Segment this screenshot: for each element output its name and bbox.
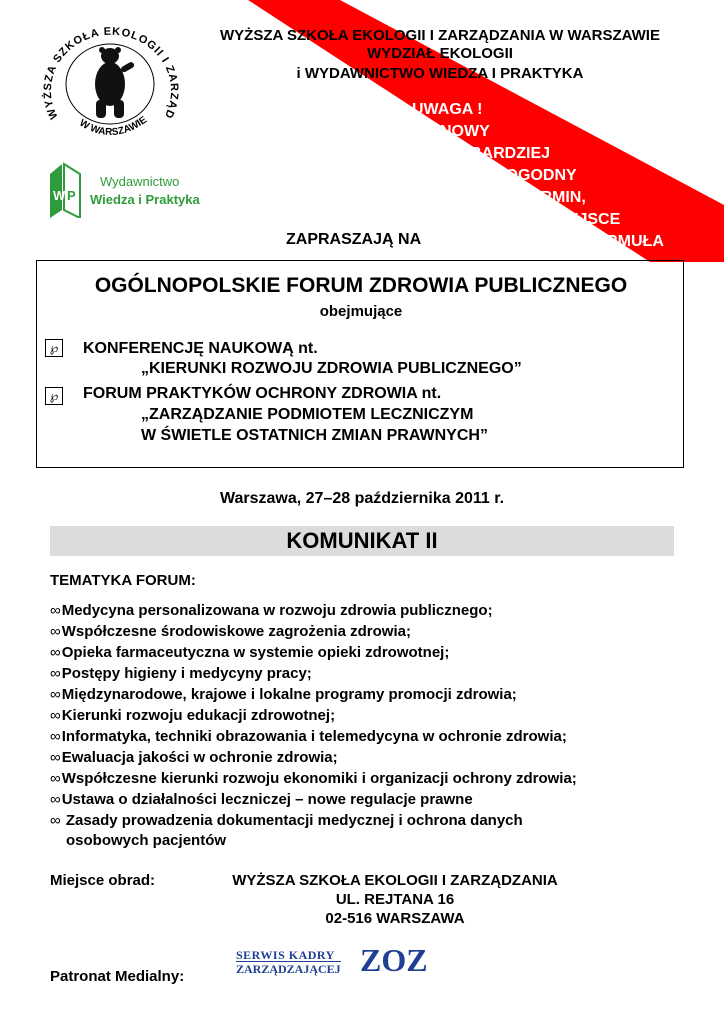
seal-ring-text: WYŻSZA SZKOŁA EKOLOGII I ZARZĄD — [41, 25, 181, 121]
forum-item1-line2: „KIERUNKI ROZWOJU ZDROWIA PUBLICZNEGO” — [141, 360, 522, 377]
header-school-line: WYŻSZA SZKOŁA EKOLOGII I ZARZĄDZANIA W WARSZAWIE — [220, 27, 660, 44]
komunikat-banner: KOMUNIKAT II — [50, 526, 674, 556]
notice-line-2: NOWY — [440, 123, 490, 140]
infinity-bullet-icon: ∞ — [50, 686, 61, 703]
header-faculty-line: WYDZIAŁ EKOLOGII — [367, 45, 513, 62]
notice-line-7: I FORMUŁA — [575, 233, 664, 250]
media-logo-line2: ZARZĄDZAJĄCEJ — [236, 962, 341, 976]
infinity-bullet-icon: ∞ — [50, 665, 61, 682]
infinity-bullet-icon: ∞ — [50, 749, 61, 766]
infinity-bullet-icon: ∞ — [50, 602, 61, 619]
notice-line-4: DOGODNY — [494, 167, 577, 184]
media-patron-logo — [236, 942, 446, 982]
topic-item-last: ∞ Zasady prowadzenia dokumentacji medycznej i ochrona danych — [50, 812, 523, 829]
venue-label: Miejsce obrad: — [50, 872, 156, 889]
publisher-book-icon — [48, 160, 82, 218]
svg-text:W WARSZAWIE — [77, 114, 149, 138]
bear-icon — [95, 47, 135, 118]
media-logo-zoz: ZOZ — [360, 942, 428, 978]
topics-heading: TEMATYKA FORUM: — [50, 572, 196, 589]
topic-item: ∞Postępy higieny i medycyny pracy; — [50, 665, 312, 682]
infinity-bullet-icon: ∞ — [50, 707, 61, 724]
notice-line-3: BARDZIEJ — [470, 145, 551, 162]
infinity-bullet-icon: ∞ — [50, 728, 61, 745]
infinity-bullet-icon: ∞ — [50, 791, 61, 808]
venue-name: WYŻSZA SZKOŁA EKOLOGII I ZARZĄDZANIA — [232, 872, 558, 889]
invite-text: ZAPRASZAJĄ NA — [286, 231, 422, 248]
publisher-logo-line1: Wydawnictwo — [100, 174, 180, 189]
topic-item: ∞Opieka farmaceutyczna w systemie opieki zdrowotnej; — [50, 644, 450, 661]
infinity-bullet-icon: ∞ — [50, 623, 61, 640]
topic-item-last-continued: osobowych pacjentów — [66, 832, 227, 849]
infinity-bullet-icon: ∞ — [50, 812, 65, 829]
bullet-flourish-icon: ℘ — [45, 339, 63, 357]
forum-title: OGÓLNOPOLSKIE FORUM ZDROWIA PUBLICZNEGO — [94, 274, 628, 297]
topic-item: ∞Międzynarodowe, krajowe i lokalne programy promocji zdrowia; — [50, 686, 517, 703]
event-date: Warszawa, 27–28 października 2011 r. — [219, 490, 505, 507]
topic-item: ∞Współczesne środowiskowe zagrożenia zdrowia; — [50, 623, 411, 640]
svg-text:P: P — [67, 188, 76, 203]
notice-line-6: MIEJSCE — [550, 211, 621, 228]
forum-item1-line1: KONFERENCJĘ NAUKOWĄ nt. — [83, 340, 318, 357]
topic-item: ∞Informatyka, techniki obrazowania i telemedycyna w ochronie zdrowia; — [50, 728, 567, 745]
topic-item: ∞Ewaluacja jakości w ochronie zdrowia; — [50, 749, 338, 766]
forum-item2-line1: FORUM PRAKTYKÓW OCHRONY ZDROWIA nt. — [83, 385, 442, 402]
forum-item2-line3: W ŚWIETLE OSTATNICH ZMIAN PRAWNYCH” — [141, 427, 488, 444]
seal-bottom-text: W WARSZAWIE — [77, 114, 150, 139]
svg-text:W: W — [53, 188, 66, 203]
forum-subtitle: obejmujące — [319, 303, 403, 320]
venue-street: UL. REJTANA 16 — [335, 891, 455, 908]
venue-city: 02-516 WARSZAWA — [325, 910, 465, 927]
topic-item: ∞Kierunki rozwoju edukacji zdrowotnej; — [50, 707, 336, 724]
topic-item: ∞Medycyna personalizowana w rozwoju zdrowia publicznego; — [50, 602, 493, 619]
forum-box — [36, 260, 684, 468]
infinity-bullet-icon: ∞ — [50, 644, 61, 661]
publisher-logo-line2: Wiedza i Praktyka — [90, 192, 200, 207]
notice-line-5: TERMIN, — [520, 189, 586, 206]
topic-item: ∞Współczesne kierunki rozwoju ekonomiki i organizacji ochrony zdrowia; — [50, 770, 577, 787]
media-logo-line1: SERWIS KADRY — [236, 948, 335, 962]
topic-item: ∞Ustawa o działalności leczniczej – nowe regulacje prawne — [50, 791, 473, 808]
publisher-logo — [48, 158, 200, 220]
media-patron-label: Patronat Medialny: — [50, 968, 185, 985]
forum-item2-line2: „ZARZĄDZANIE PODMIOTEM LECZNICZYM — [141, 406, 474, 423]
notice-line-1: UWAGA ! — [412, 101, 483, 118]
header-publisher-line: i WYDAWNICTWO WIEDZA I PRAKTYKA — [296, 65, 584, 82]
bullet-flourish-icon: ℘ — [45, 387, 63, 405]
infinity-bullet-icon: ∞ — [50, 770, 61, 787]
